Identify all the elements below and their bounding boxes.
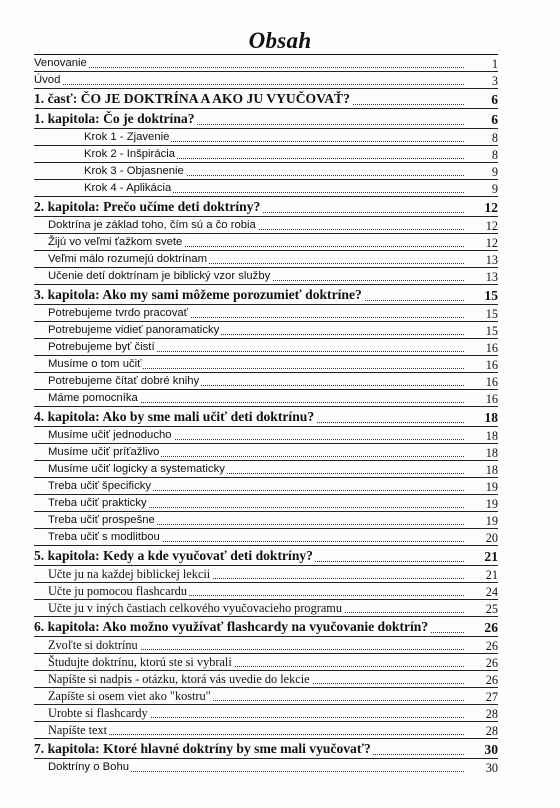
toc-entry-title [48, 390, 464, 406]
toc-entry [34, 758, 498, 775]
toc-entry-title [48, 529, 464, 545]
toc-page-number: 18 [485, 463, 498, 477]
toc-entry-title [48, 512, 464, 528]
toc-entry-label: 1. kapitola: Čo je doktrína? [34, 111, 195, 126]
dot-leader [48, 734, 464, 735]
toc-page-number: 13 [485, 253, 498, 267]
toc-entry-title [48, 705, 464, 721]
toc-entry [34, 494, 498, 511]
toc-page-number: 26 [485, 673, 498, 687]
toc-entry-label: Musíme učiť jednoducho [48, 429, 172, 441]
toc-entry-title [48, 600, 464, 616]
toc-entry [34, 670, 498, 687]
toc-entry-title [48, 339, 464, 355]
toc-entry-title [48, 583, 464, 599]
toc-entry-title [34, 89, 464, 108]
toc-page-number: 12 [485, 236, 498, 250]
toc-entry-title [84, 146, 464, 162]
toc-entry [34, 304, 498, 321]
toc-entry [34, 321, 498, 338]
toc-page-number: 6 [491, 112, 498, 127]
toc-entry-label: Urobte si flashcardy [48, 706, 148, 720]
toc-entry-title [48, 444, 464, 460]
toc-entry-label: Napíšte text [48, 723, 108, 737]
toc-entry-label: Zvoľte si doktrínu [48, 638, 138, 652]
toc-page-number: 16 [485, 358, 498, 372]
toc-entry-label: Učte ju v iných častiach celkového vyučovacieho programu [48, 601, 342, 615]
toc-entry-label: Treba učiť prakticky [48, 497, 147, 509]
toc-page-number: 9 [491, 182, 498, 196]
toc-entry [34, 653, 498, 670]
toc-entry [34, 196, 498, 216]
toc-entry-label: Musíme učiť príťažlivo [48, 446, 160, 458]
toc-entry [34, 687, 498, 704]
toc-page-number: 28 [485, 707, 498, 721]
toc-page-number: 1 [491, 57, 498, 71]
toc-page-number: 25 [485, 602, 498, 616]
toc-entry-label: Krok 4 - Aplikácia [84, 182, 172, 194]
toc-entry-label: Venovanie [34, 57, 87, 69]
toc-entry [34, 216, 498, 233]
toc-entry-title [48, 305, 464, 321]
toc-page-number: 13 [485, 270, 498, 284]
toc-entry-title [48, 637, 464, 653]
toc-entry [34, 545, 498, 565]
toc-entry-label: 7. kapitola: Ktoré hlavné doktríny by sme mali vyučovať? [34, 741, 371, 756]
toc-entry-title [48, 427, 464, 443]
toc-page-number: 28 [485, 724, 498, 738]
toc-entry-title [34, 197, 464, 216]
toc-entry [34, 704, 498, 721]
page-title: Obsah [248, 28, 312, 53]
toc-entry-label: Doktrína je základ toho, čím sú a čo robia [48, 219, 256, 231]
toc-entry-title [34, 546, 464, 565]
toc-entry-label: Krok 3 - Objasnenie [84, 165, 184, 177]
toc-entry-title [48, 566, 464, 582]
toc-page-number: 19 [485, 480, 498, 494]
toc-entry-label: 6. kapitola: Ako možno využívať flashcardy na vyučovanie doktrín? [34, 619, 429, 634]
toc-entry [34, 511, 498, 528]
toc-page-number: 30 [484, 742, 498, 757]
toc-entry [34, 738, 498, 758]
toc-page-number: 12 [484, 200, 498, 215]
toc-entry [34, 162, 498, 179]
toc-entry-title [48, 688, 464, 704]
toc-entry-title [48, 478, 464, 494]
toc-entry-label: 3. kapitola: Ako my sami môžeme porozumieť doktríne? [34, 287, 362, 302]
toc-entry-label: Treba učiť prospešne [48, 514, 155, 526]
toc-entry-label: Učte ju pomocou flashcardu [48, 584, 187, 598]
toc-entry-label: Zapíšte si osem viet ako "kostru" [48, 689, 211, 703]
toc-page-number: 16 [485, 392, 498, 406]
toc-entry-title [48, 461, 464, 477]
dot-leader [34, 67, 464, 68]
toc-entry-title [48, 722, 464, 738]
toc-entry-label: Napíšte si nadpis - otázku, ktorá vás uvedie do lekcie [48, 672, 310, 686]
toc-entry-label: Treba učiť s modlitbou [48, 531, 160, 543]
toc-entry-title [84, 180, 464, 196]
toc-page-number: 27 [485, 690, 498, 704]
toc-entry-label: Učenie detí doktrínam je biblický vzor služby [48, 270, 271, 282]
toc-entry-label: Potrebujeme čítať dobré knihy [48, 375, 200, 387]
toc-page-number: 24 [485, 585, 498, 599]
toc-entry-title [48, 671, 464, 687]
toc-entry-label: Veľmi málo rozumejú doktrínam [48, 253, 208, 265]
toc-entry-label: 5. kapitola: Kedy a kde vyučovať deti doktríny? [34, 548, 313, 563]
toc-entry-title [34, 109, 464, 128]
toc-entry [34, 179, 498, 196]
toc-entry-title [34, 739, 464, 758]
toc-page-number: 19 [485, 497, 498, 511]
toc-page-number: 21 [484, 549, 498, 564]
toc-entry-title [84, 163, 464, 179]
toc-page-number: 18 [485, 446, 498, 460]
toc-entry [34, 636, 498, 653]
toc-entry-label: 1. časť: ČO JE DOKTRÍNA A AKO JU VYUČOVAŤ? [34, 91, 350, 106]
toc-page-number: 16 [485, 341, 498, 355]
toc-entry-title [48, 251, 464, 267]
toc-entry [34, 355, 498, 372]
toc-entry-label: Učte ju na každej biblickej lekcii [48, 567, 211, 581]
toc-entry-label: Úvod [34, 74, 61, 86]
toc-entry [34, 372, 498, 389]
toc-entry [34, 145, 498, 162]
toc-entry [34, 54, 498, 71]
toc-entry [34, 108, 498, 128]
toc-entry-title [34, 617, 464, 636]
toc-entry-label: Musíme o tom učiť [48, 358, 142, 370]
toc-entry [34, 284, 498, 304]
dot-leader [34, 84, 464, 85]
toc-entry [34, 71, 498, 88]
toc-entry [34, 389, 498, 406]
toc-page-number: 26 [484, 620, 498, 635]
toc-entry-label: 2. kapitola: Prečo učíme deti doktríny? [34, 199, 261, 214]
toc-entry [34, 406, 498, 426]
toc-page-number: 20 [485, 531, 498, 545]
toc-entry-title [48, 654, 464, 670]
toc-entry-title [48, 217, 464, 233]
toc-entry [34, 250, 498, 267]
toc-entry-label: Potrebujeme byť čistí [48, 341, 155, 353]
toc-page-number: 12 [485, 219, 498, 233]
toc-entry-label: Treba učiť špecificky [48, 480, 152, 492]
toc-page-number: 26 [485, 639, 498, 653]
toc-entry-label: Žijú vo veľmi ťažkom svete [48, 236, 183, 248]
toc-page-number: 15 [485, 324, 498, 338]
toc-entry [34, 128, 498, 145]
toc-page-number: 6 [491, 92, 498, 107]
toc-entry-label: Študujte doktrínu, ktorú ste si vybrali [48, 655, 232, 669]
toc-entry-title [34, 55, 464, 71]
toc-page-number: 18 [484, 410, 498, 425]
toc-entry-title [34, 72, 464, 88]
table-of-contents [34, 54, 498, 775]
toc-entry [34, 582, 498, 599]
toc-entry-title [48, 234, 464, 250]
toc-page-number: 21 [485, 568, 498, 582]
toc-entry-title [48, 759, 464, 775]
toc-entry-label: Krok 2 - Inšpirácia [84, 148, 176, 160]
toc-page-number: 3 [491, 74, 498, 88]
toc-entry [34, 338, 498, 355]
toc-entry-label: 4. kapitola: Ako by sme mali učiť deti doktrínu? [34, 409, 315, 424]
toc-entry-title [48, 356, 464, 372]
toc-page-number: 15 [485, 307, 498, 321]
toc-entry-label: Máme pomocníka [48, 392, 138, 404]
toc-page-number: 8 [491, 148, 498, 162]
toc-entry [34, 721, 498, 738]
toc-entry-label: Doktríny o Bohu [48, 761, 130, 773]
toc-entry-title [48, 268, 464, 284]
toc-entry-label: Potrebujeme tvrdo pracovať [48, 307, 188, 319]
toc-entry-title [34, 407, 464, 426]
toc-page-number: 30 [485, 761, 498, 775]
toc-entry-label: Krok 1 - Zjavenie [84, 131, 170, 143]
toc-entry-label: Potrebujeme vidieť panoramaticky [48, 324, 220, 336]
toc-entry [34, 477, 498, 494]
toc-entry-title [84, 129, 464, 145]
toc-entry-title [48, 495, 464, 511]
toc-page-number: 26 [485, 656, 498, 670]
toc-entry-title [34, 285, 464, 304]
toc-entry [34, 88, 498, 108]
toc-page-number: 9 [491, 165, 498, 179]
toc-page-number: 16 [485, 375, 498, 389]
toc-entry [34, 426, 498, 443]
toc-entry [34, 443, 498, 460]
toc-page-number: 19 [485, 514, 498, 528]
toc-entry [34, 616, 498, 636]
toc-entry [34, 565, 498, 582]
toc-entry [34, 528, 498, 545]
toc-entry [34, 267, 498, 284]
toc-entry-title [48, 322, 464, 338]
toc-page-number: 8 [491, 131, 498, 145]
toc-page-number: 18 [485, 429, 498, 443]
toc-entry [34, 599, 498, 616]
toc-entry [34, 233, 498, 250]
toc-entry-title [48, 373, 464, 389]
toc-entry [34, 460, 498, 477]
toc-page-number: 15 [484, 288, 498, 303]
toc-entry-label: Musíme učiť logicky a systematicky [48, 463, 225, 475]
